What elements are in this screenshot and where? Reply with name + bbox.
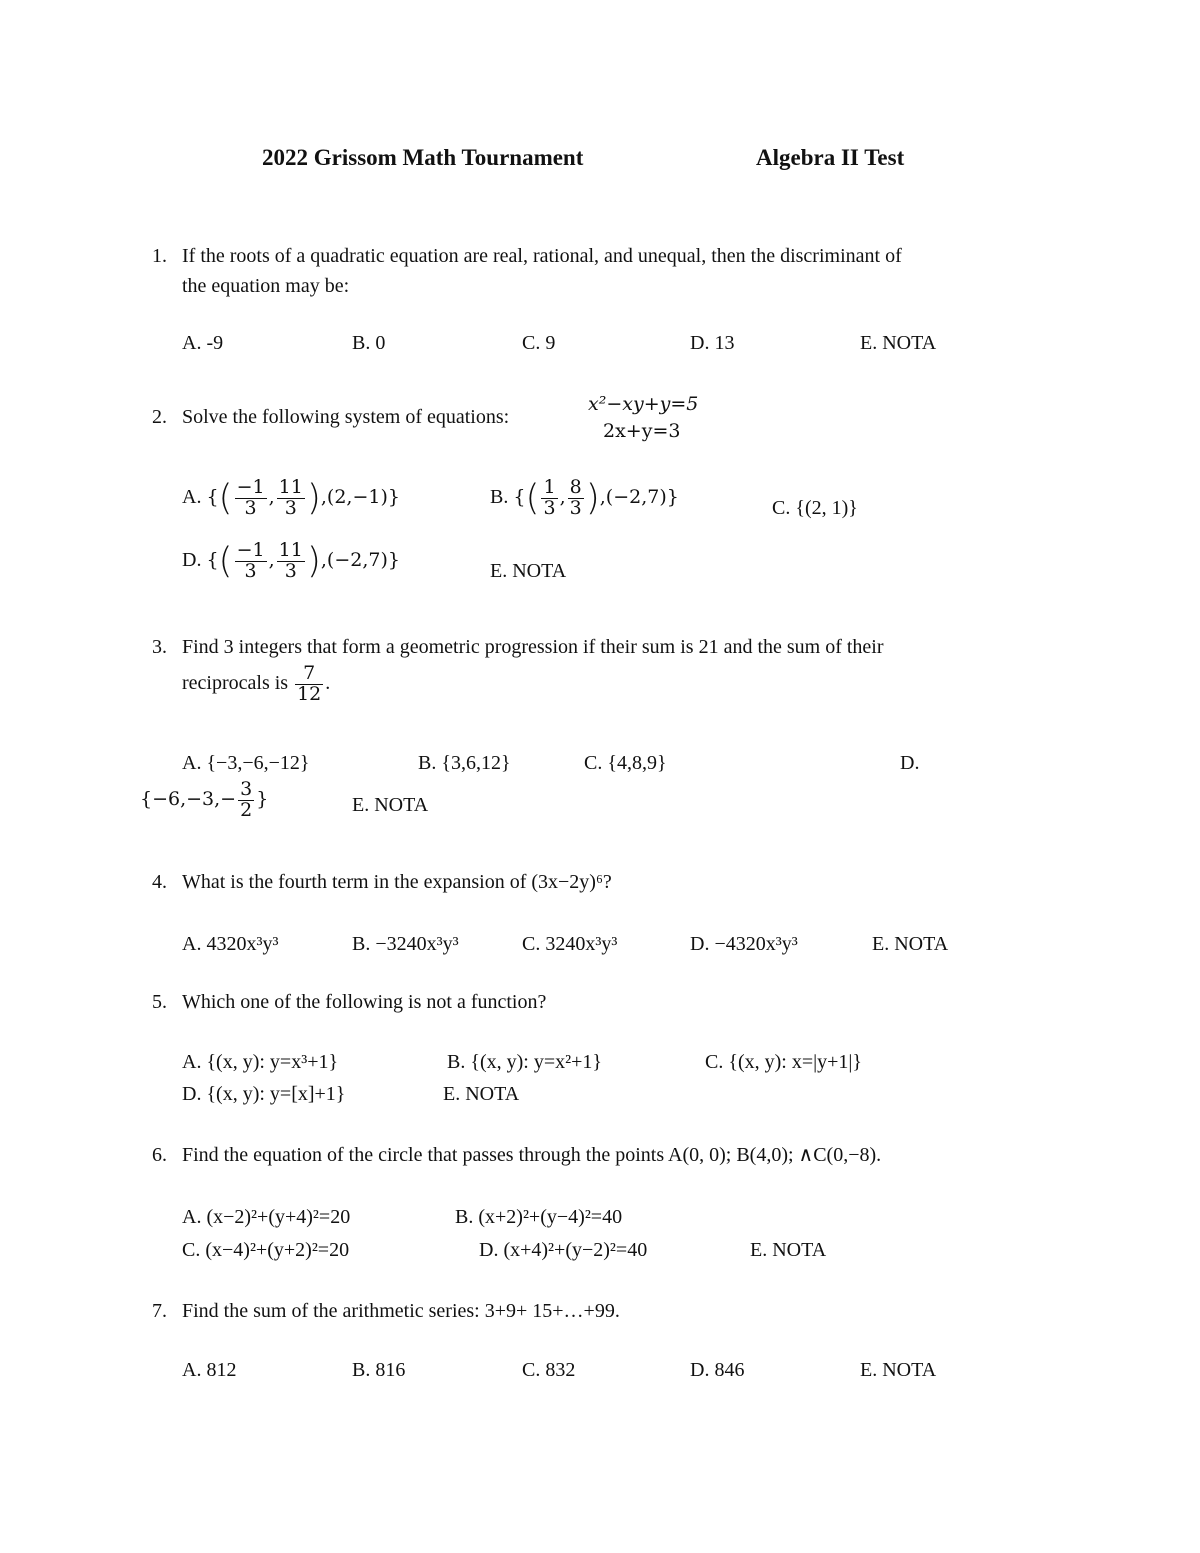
choice-d: D. {( $\frac{-1}{3}$ , $\frac{11}{3}$ ),(−2,7)} [182, 539, 400, 582]
choice-d: D. {(x, y): y=[x]+1} [182, 1083, 346, 1105]
question-text: Find the sum of the arithmetic series: 3+9+ 15+…+99. [182, 1300, 620, 1322]
question-text: reciprocals is [182, 672, 289, 695]
choice-e: E. NOTA [352, 794, 429, 816]
choice-b: B. −3240x³y³ [352, 933, 459, 955]
tournament-title: 2022 Grissom Math Tournament [262, 145, 584, 170]
fraction-denominator: 2 [240, 798, 253, 821]
question-number: 5. [152, 991, 167, 1013]
question-number: 6. [152, 1144, 167, 1166]
equation-1: x²−xy+y=5 [588, 393, 699, 415]
fraction-numerator: −1 [236, 539, 265, 561]
question-number: 2. [152, 406, 167, 428]
question-number: 3. [152, 636, 167, 658]
choice-d: D. −4320x³y³ [690, 933, 798, 955]
choice-a: A. {(x, y): y=x³+1} [182, 1051, 339, 1073]
choice-c: C. 3240x³y³ [522, 933, 618, 955]
question-text: Which one of the following is not a function? [182, 991, 547, 1013]
choice-d-label: D. [900, 752, 920, 774]
question-number: 7. [152, 1300, 167, 1322]
choice-e: E. NOTA [860, 1359, 937, 1381]
question-text: What is the fourth term in the expansion of (3x−2y)⁶? [182, 871, 612, 893]
choice-b: B. (x+2)²+(y−4)²=40 [455, 1206, 623, 1228]
choice-d: {−6,−3,− $\frac{3}{2}$ } [140, 778, 269, 821]
question-number: 4. [152, 871, 167, 893]
fraction-denominator: 3 [244, 559, 257, 582]
fraction-numerator: 3 [240, 778, 253, 800]
choice-d: D. (x+4)²+(y−2)²=40 [479, 1239, 648, 1261]
equation-2: 2x+y=3 [603, 420, 681, 442]
fraction-denominator: 3 [543, 496, 556, 519]
fraction-denominator: 3 [284, 559, 297, 582]
fraction-denominator: 3 [569, 496, 582, 519]
fraction-denominator: 12 [297, 682, 322, 705]
question-text: If the roots of a quadratic equation are real, rational, and unequal, then the discriminant of [182, 245, 902, 267]
choice-e: E. NOTA [490, 560, 567, 582]
choice-c: C. 9 [522, 332, 556, 354]
choice-d: D. 13 [690, 332, 735, 354]
choice-a: A. {( $\frac{-1}{3}$ , $\frac{11}{3}$ ),(2,−1)} [182, 476, 400, 519]
choice-a: A. {−3,−6,−12} [182, 752, 310, 774]
choice-e: E. NOTA [443, 1083, 520, 1105]
choice-a: A. (x−2)²+(y+4)²=20 [182, 1206, 351, 1228]
choice-c: C. {4,8,9} [584, 752, 667, 774]
choice-b: B. 816 [352, 1359, 406, 1381]
choice-label: A. [182, 486, 202, 509]
choice-value: ,(−2,7)} [320, 549, 400, 572]
choice-value: ,(2,−1)} [320, 486, 400, 509]
choice-c: C. (x−4)²+(y+2)²=20 [182, 1239, 350, 1261]
choice-b: B. 0 [352, 332, 386, 354]
fraction-numerator: 11 [278, 539, 303, 561]
question-text: Find 3 integers that form a geometric progression if their sum is 21 and the sum of their [182, 636, 884, 658]
question-text: the equation may be: [182, 275, 350, 297]
choice-a: A. 4320x³y³ [182, 933, 279, 955]
question-text: Solve the following system of equations: [182, 406, 510, 428]
question-text: Find the equation of the circle that passes through the points A(0, 0); B(4,0); ∧C(0,−8). [182, 1144, 882, 1166]
choice-e: E. NOTA [872, 933, 949, 955]
test-title: Algebra II Test [756, 145, 905, 170]
fraction-denominator: 3 [244, 496, 257, 519]
choice-a: A. 812 [182, 1359, 237, 1381]
fraction-numerator: 1 [543, 476, 556, 498]
choice-label: B. [490, 486, 509, 509]
choice-label: D. [182, 549, 202, 572]
question-number: 1. [152, 245, 167, 267]
choice-c: C. 832 [522, 1359, 576, 1381]
choice-value: {−6,−3,− [140, 788, 237, 811]
fraction-denominator: 3 [284, 496, 297, 519]
choice-c: C. {(x, y): x=|y+1|} [705, 1051, 862, 1073]
choice-e: E. NOTA [750, 1239, 827, 1261]
question-text-line: reciprocals is $\frac{7}{12}$ . [182, 662, 331, 705]
choice-value: ,(−2,7)} [599, 486, 679, 509]
choice-b: B. {(x, y): y=x²+1} [447, 1051, 602, 1073]
choice-b: B. {3,6,12} [418, 752, 511, 774]
fraction-numerator: 7 [295, 664, 323, 685]
fraction-numerator: 8 [569, 476, 582, 498]
fraction-numerator: 11 [278, 476, 303, 498]
choice-e: E. NOTA [860, 332, 937, 354]
choice-d: D. 846 [690, 1359, 745, 1381]
choice-c: C. {(2, 1)} [772, 497, 858, 519]
choice-b: B. {( $\frac{1}{3}$ , $\frac{8}{3}$ ),(−2,7)} [490, 476, 679, 519]
fraction-numerator: −1 [236, 476, 265, 498]
choice-a: A. -9 [182, 332, 224, 354]
